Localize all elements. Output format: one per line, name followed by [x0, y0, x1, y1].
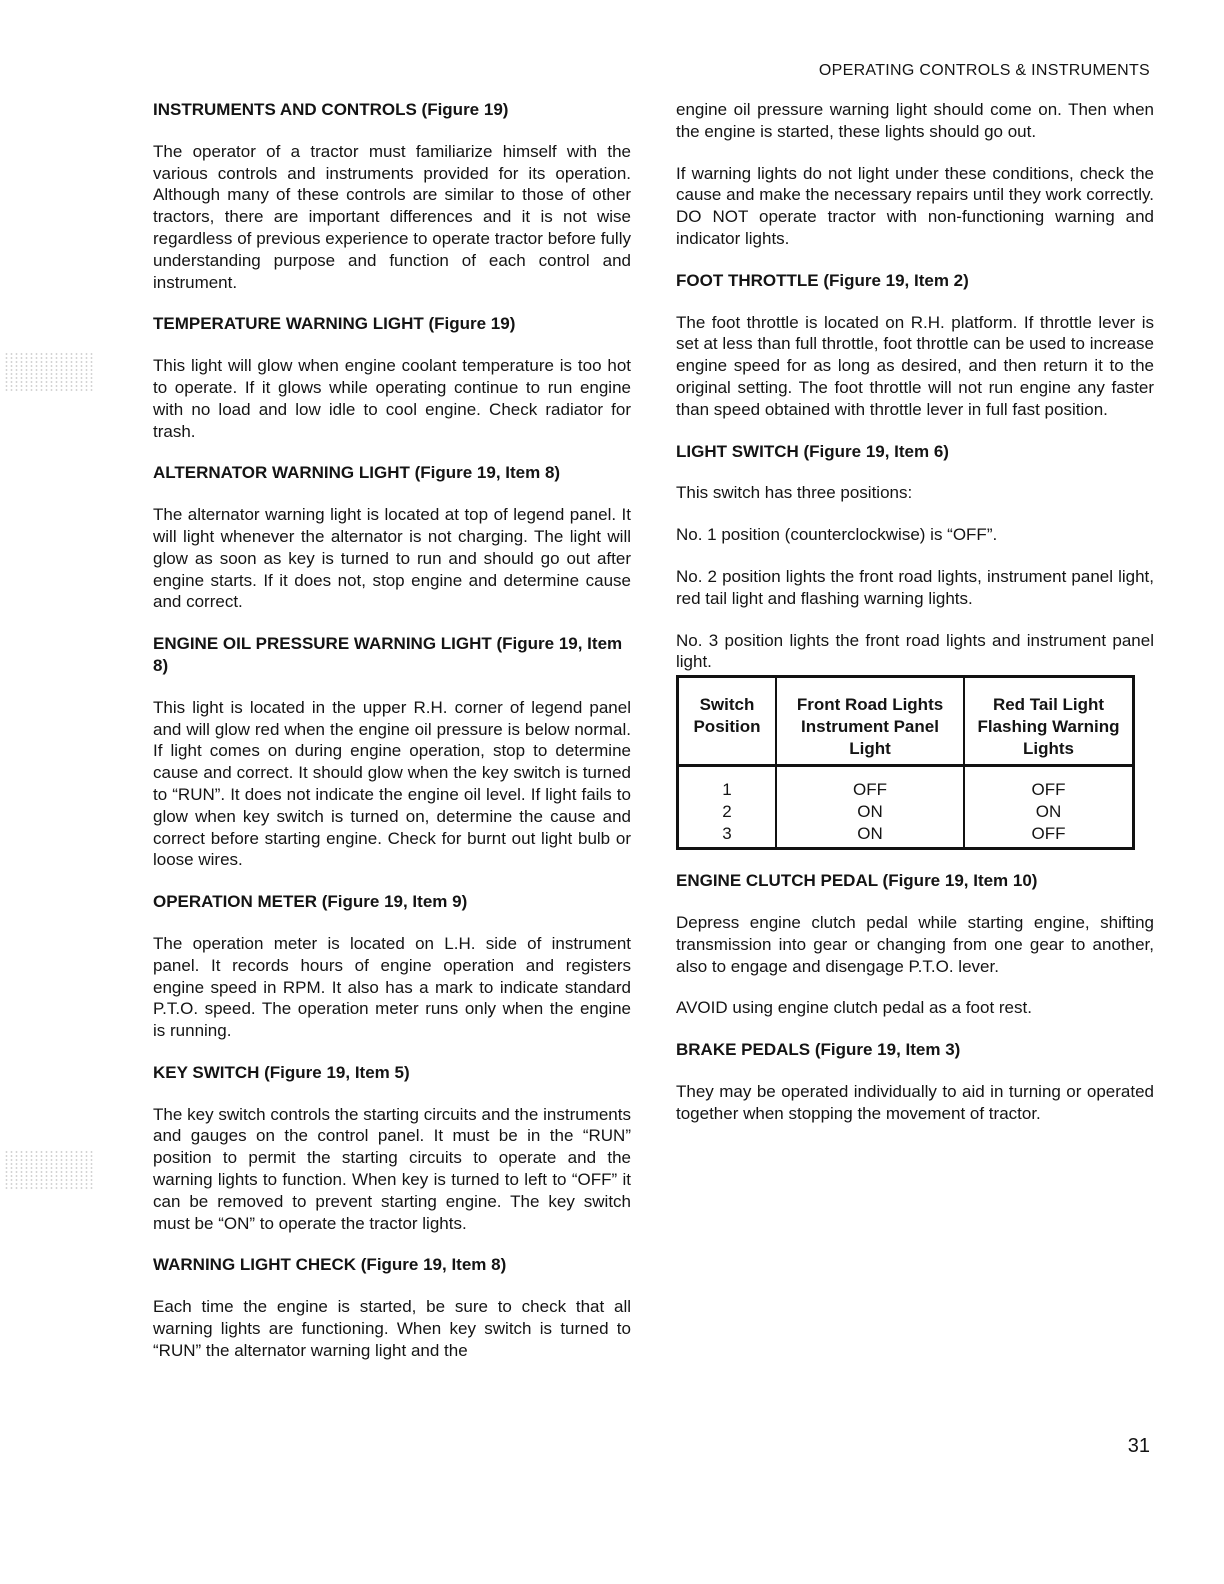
- section-light-switch: [676, 441, 1154, 851]
- table-row: [678, 801, 1134, 823]
- body-paragraph: No. 1 position (counterclockwise) is “OFF”.: [676, 525, 998, 545]
- left-column: [153, 99, 631, 1382]
- table-cell: 3: [678, 823, 777, 849]
- section-heading: BRAKE PEDALS (Figure 19, Item 3): [676, 1040, 961, 1060]
- body-paragraph: No. 3 position lights the front road lights and instrument panel light.: [676, 630, 1154, 672]
- column-header: Red Tail Light Flashing Warning Lights: [964, 677, 1134, 766]
- page-number: 31: [1127, 1435, 1150, 1457]
- table-row: [678, 766, 1134, 802]
- section-warning-light-check: [153, 1254, 631, 1361]
- section-alternator-warning-light: [153, 462, 631, 613]
- section-foot-throttle: [676, 270, 1154, 421]
- body-paragraph: If warning lights do not light under these conditions, check the cause and make the necessary repairs until they work correctly. DO NOT operate tractor with non-functioning warning and indicator lights.: [676, 163, 1154, 248]
- scan-speckle: [4, 1150, 94, 1190]
- body-paragraph: The alternator warning light is located at top of legend panel. It will light whenever the alternator is not charging. The light will glow as soon as key is turned to run and should go out after engine starts. If it does not, stop engine and determine cause and correct.: [153, 505, 631, 612]
- section-heading: INSTRUMENTS AND CONTROLS (Figure 19): [153, 100, 509, 119]
- table-cell: OFF: [964, 766, 1134, 802]
- section-instruments-controls: [153, 99, 631, 293]
- section-brake-pedals: [676, 1039, 1154, 1124]
- body-paragraph: Each time the engine is started, be sure to check that all warning lights are functioning. When key switch is turned to “RUN” the alternator warning light and the: [153, 1297, 631, 1360]
- right-column: [676, 99, 1154, 1145]
- section-heading: ENGINE CLUTCH PEDAL (Figure 19, Item 10): [676, 871, 1038, 891]
- scan-speckle: [4, 352, 94, 392]
- section-heading: ALTERNATOR WARNING LIGHT (Figure 19, Item 8): [153, 463, 561, 483]
- section-heading: WARNING LIGHT CHECK (Figure 19, Item 8): [153, 1255, 507, 1275]
- section-heading: FOOT THROTTLE (Figure 19, Item 2): [676, 270, 969, 290]
- section-heading: KEY SWITCH (Figure 19, Item 5): [153, 1062, 410, 1082]
- section-heading: TEMPERATURE WARNING LIGHT (Figure 19): [153, 314, 516, 334]
- running-header: OPERATING CONTROLS & INSTRUMENTS: [818, 62, 1150, 79]
- table-header-row: [678, 677, 1134, 766]
- table-cell: ON: [964, 801, 1134, 823]
- body-paragraph: The key switch controls the starting circuits and the instruments and gauges on the control panel. It must be in the “RUN” position to permit the starting circuits to operate and the warning lights to function. When key is turned to left to “OFF” it can be removed to prevent starting engine. The key switch must be “ON” to operate the tractor lights.: [153, 1104, 631, 1233]
- body-paragraph: This switch has three positions:: [676, 483, 913, 503]
- body-paragraph: They may be operated individually to aid in turning or operated together when stopping the movement of tractor.: [676, 1081, 1154, 1123]
- body-paragraph: This light is located in the upper R.H. corner of legend panel and will glow red when the engine oil pressure is below normal. If light comes on during engine operation, stop to determine cause and correct. It should glow when the key switch is turned to “RUN”. It does not indicate the engine oil level. If light fails to glow when key switch is turned on, determine the cause and correct before starting engine. Check for burnt out light bulb or loose wires.: [153, 697, 631, 870]
- table-cell: OFF: [964, 823, 1134, 849]
- body-paragraph: This light will glow when engine coolant temperature is too hot to operate. If it glows while operating continue to run engine with no load and low idle to cool engine. Check radiator for trash.: [153, 356, 631, 441]
- table-cell: OFF: [776, 766, 964, 802]
- body-paragraph: Depress engine clutch pedal while starting engine, shifting transmission into gear or changing from one gear to another, also to engage and disengage P.T.O. lever.: [676, 912, 1154, 976]
- continued-paragraph: engine oil pressure warning light should come on. Then when the engine is started, these lights should go out.: [676, 100, 1154, 141]
- body-paragraph: No. 2 position lights the front road lights, instrument panel light, red tail light and flashing warning lights.: [676, 566, 1154, 608]
- table-cell: 1: [678, 766, 777, 802]
- column-header: Front Road Lights Instrument Panel Light: [776, 677, 964, 766]
- section-heading: ENGINE OIL PRESSURE WARNING LIGHT (Figure 19, Item 8): [153, 634, 623, 675]
- section-engine-oil-pressure-warning-light: [153, 633, 631, 871]
- light-switch-table: [676, 675, 1135, 850]
- table-cell: ON: [776, 823, 964, 849]
- body-paragraph: The operator of a tractor must familiarize himself with the various controls and instruments provided for its operation. Although many of these controls are similar to those of other tractors, there are important differences and it is not wise regardless of previous experience to operate tractor before fully understanding purpose and function of each control and instrument.: [153, 141, 631, 292]
- body-paragraph: The operation meter is located on L.H. side of instrument panel. It records hours of engine operation and registers engine speed in RPM. It also has a mark to indicate standard P.T.O. speed. The operation meter runs only when the engine is running.: [153, 933, 631, 1041]
- section-heading: LIGHT SWITCH (Figure 19, Item 6): [676, 441, 949, 461]
- section-operation-meter: [153, 891, 631, 1042]
- body-paragraph: AVOID using engine clutch pedal as a foot rest.: [676, 998, 1032, 1018]
- section-heading: OPERATION METER (Figure 19, Item 9): [153, 892, 468, 912]
- table-cell: 2: [678, 801, 777, 823]
- body-paragraph: The foot throttle is located on R.H. platform. If throttle lever is set at less than full throttle, foot throttle can be used to increase engine speed for as long as desired, and then return it to the original setting. The foot throttle will not run engine any faster than speed obtained with throttle lever in full fast position.: [676, 312, 1154, 419]
- section-key-switch: [153, 1062, 631, 1235]
- section-temperature-warning-light: [153, 313, 631, 442]
- table-row: [678, 823, 1134, 849]
- section-engine-clutch-pedal: [676, 870, 1154, 1019]
- column-header: Switch Position: [678, 677, 777, 766]
- table-cell: ON: [776, 801, 964, 823]
